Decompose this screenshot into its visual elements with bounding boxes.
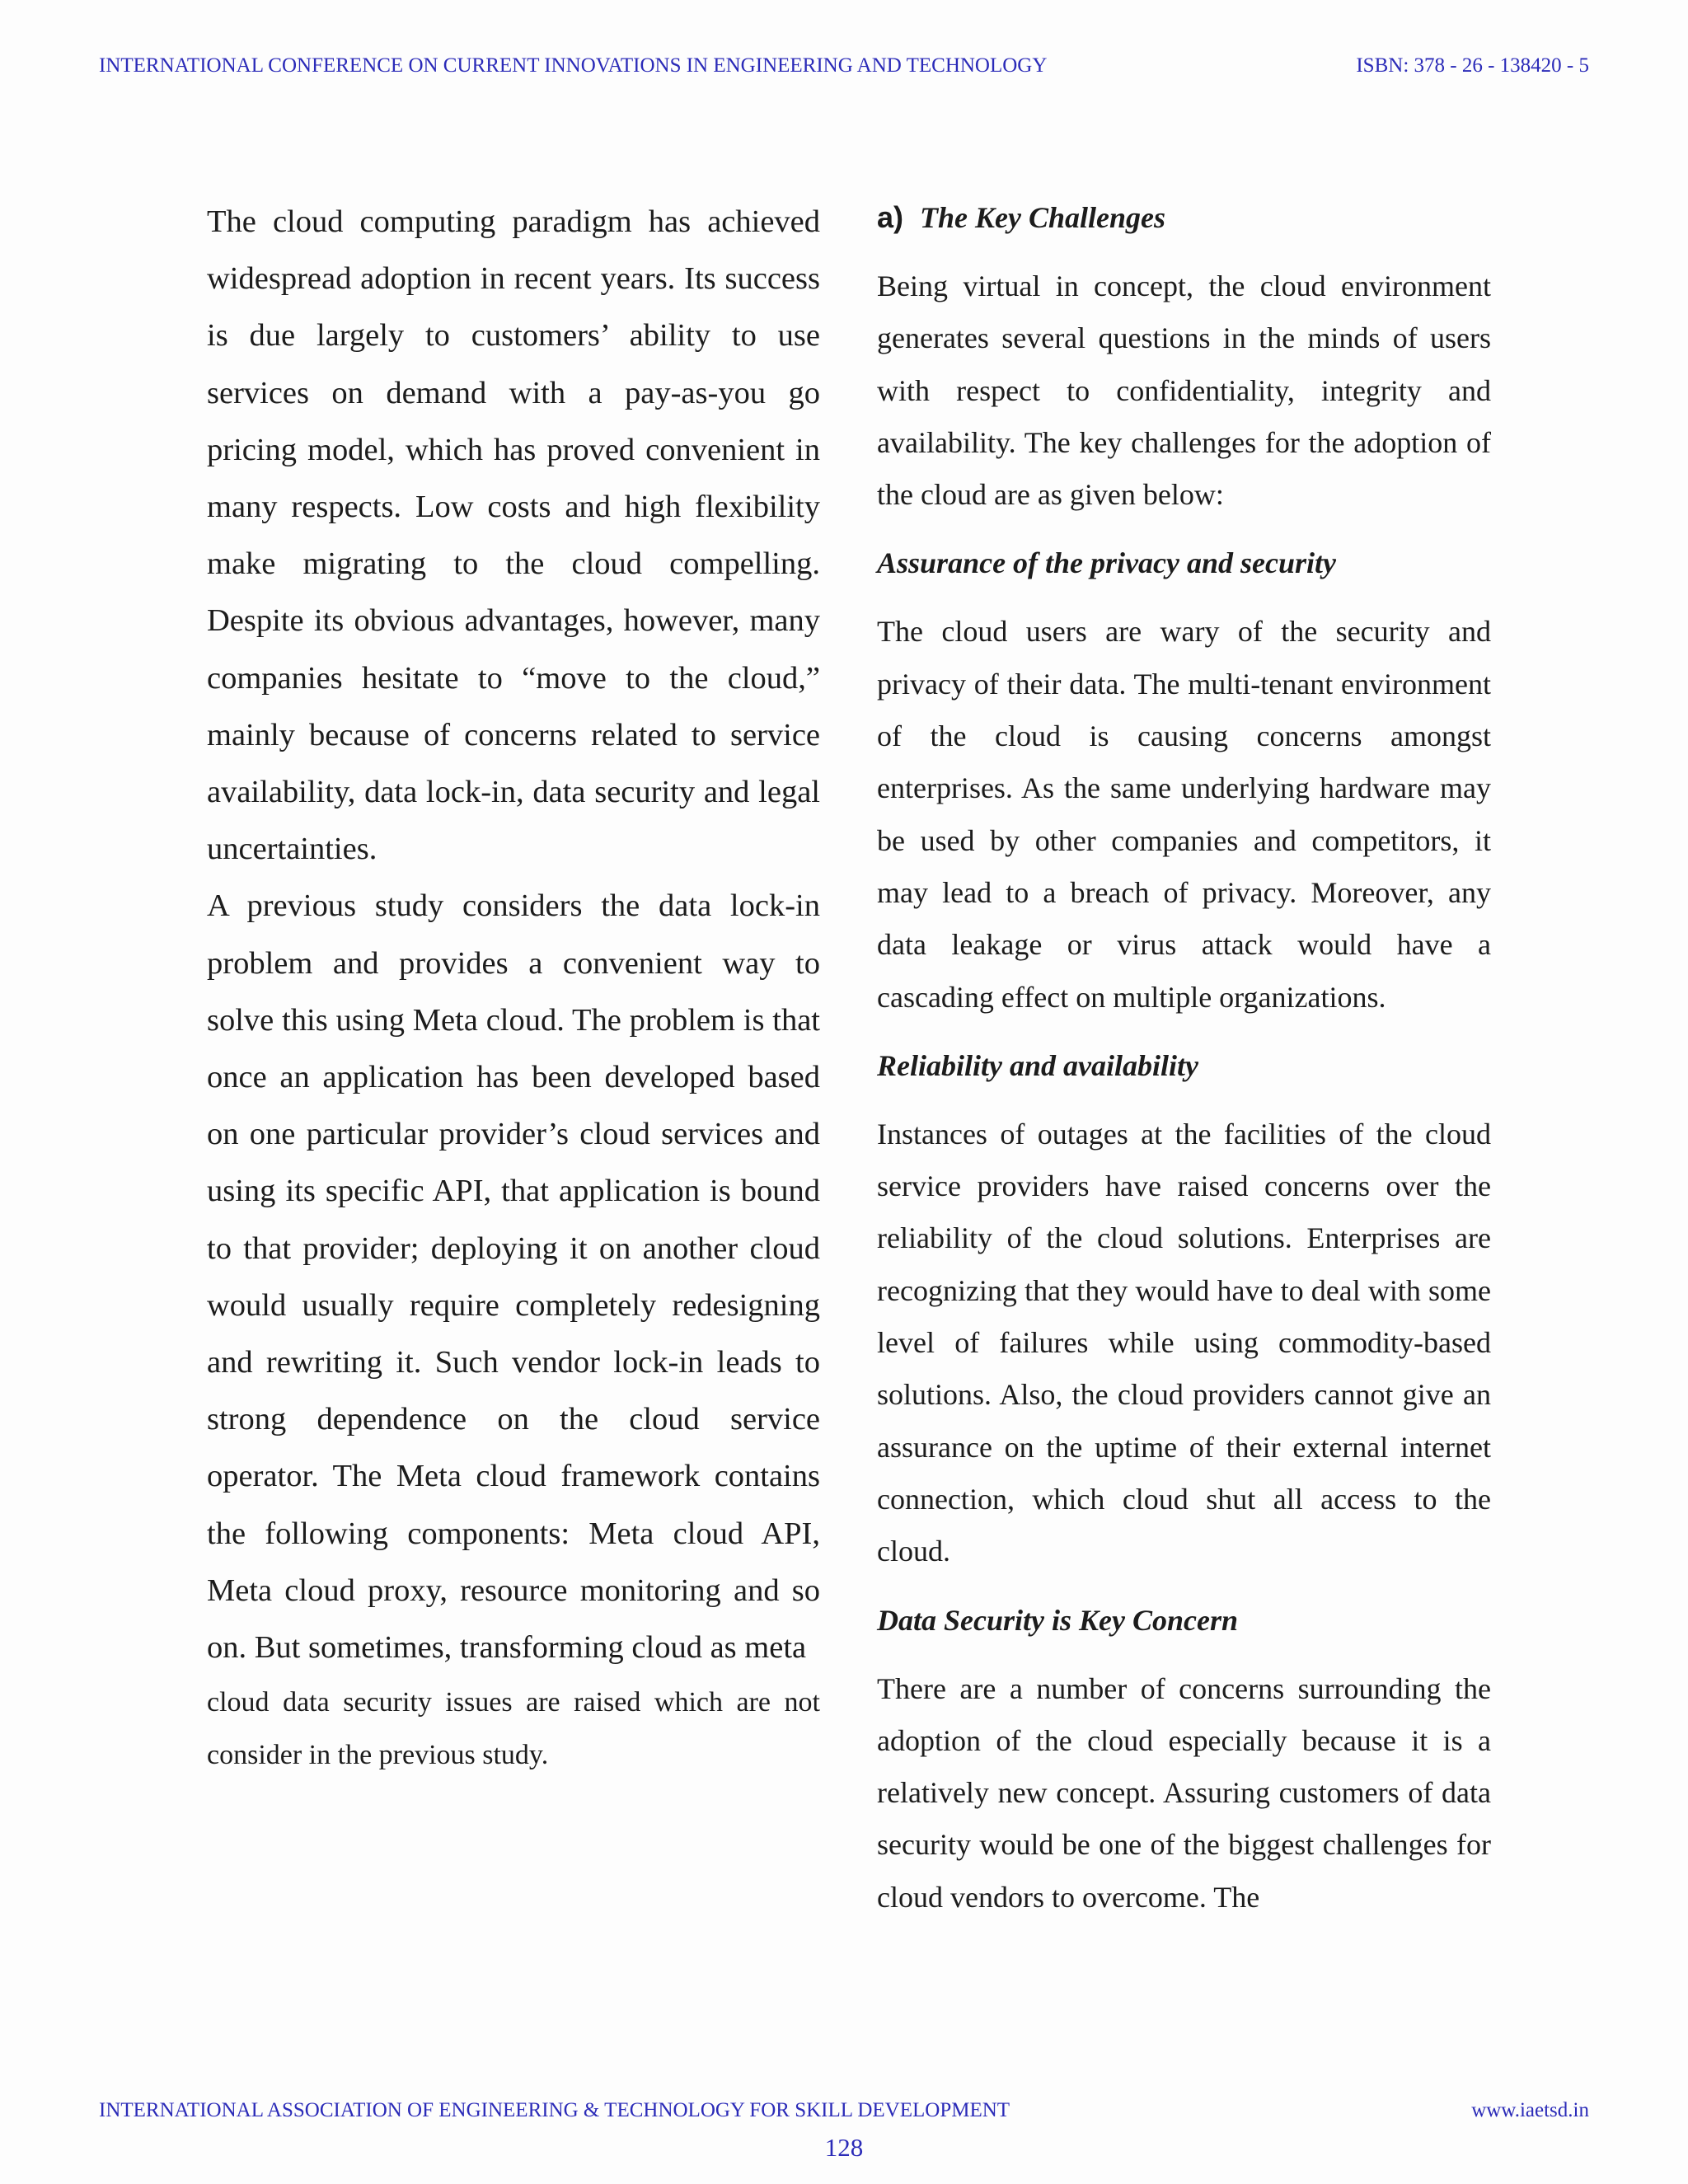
section-heading [877, 191, 1491, 244]
section-label: a) [877, 200, 904, 234]
conference-title: INTERNATIONAL CONFERENCE ON CURRENT INNOVATIONS IN ENGINEERING AND TECHNOLOGY [99, 54, 1048, 77]
subheading-privacy: Assurance of the privacy and security [877, 546, 1336, 580]
left-column [207, 194, 820, 1782]
data-security-paragraph: There are a number of concerns surrounding the adoption of the cloud especially because it is a relatively new concept. Assuring customers of data security would be one of the biggest challenges for cloud vendors to overcome. The [877, 1671, 1491, 1914]
page-number: 128 [824, 2133, 864, 2162]
left-paragraph-2: A previous study considers the data lock-in problem and provides a convenient way to solve this using Meta cloud. The problem is that once an application has been developed based on one particular provider’s cloud services and using its specific API, that application is bound to that provider; deploying it on another cloud would usually require completely redesigning and rewriting it. Such vendor lock-in leads to strong dependence on the cloud service operator. The Meta cloud framework contains the following components: Meta cloud API, Meta cloud proxy, resource monitoring and so on. But sometimes, transforming cloud as meta [207, 888, 820, 1666]
isbn: ISBN: 378 - 26 - 138420 - 5 [1356, 54, 1589, 77]
reliability-paragraph: Instances of outages at the facilities of the cloud service providers have raised concerns over the reliability of the cloud solutions. Enterprises are recognizing that they would have to deal with some level of failures while using commodity-based solutions. Also, the cloud providers cannot give an assurance on the uptime of their external internet connection, which cloud shut all access to the cloud. [877, 1117, 1491, 1568]
subheading-reliability: Reliability and availability [877, 1048, 1198, 1082]
left-paragraph-1: The cloud computing paradigm has achieved widespread adoption in recent years. Its success is due largely to customers’ ability to use services on demand with a pay-as-you go pricing model, which has proved convenient in many respects. Low costs and high flexibility make migrating to the cloud compelling. Despite its obvious advantages, however, many companies hesitate to “move to the cloud,” mainly because of concerns related to service availability, data lock-in, data security and legal uncertainties. [207, 204, 820, 867]
right-column [877, 191, 1491, 1924]
left-paragraph-3: cloud data security issues are raised which are not consider in the previous study. [207, 1687, 820, 1771]
subheading-data-security: Data Security is Key Concern [877, 1603, 1238, 1637]
section-title: The Key Challenges [920, 201, 1165, 234]
privacy-paragraph: The cloud users are wary of the security and privacy of their data. The multi-tenant environment of the cloud is causing concerns amongst enterprises. As the same underlying hardware may be used by other companies and competitors, it may lead to a breach of privacy. Moreover, any data leakage or virus attack would have a cascading effect on multiple organizations. [877, 615, 1491, 1014]
intro-paragraph: Being virtual in concept, the cloud environment generates several questions in the minds of users with respect to confidentiality, integrity and availability. The key challenges for the adoption of the cloud are as given below: [877, 269, 1491, 512]
footer-association: INTERNATIONAL ASSOCIATION OF ENGINEERING & TECHNOLOGY FOR SKILL DEVELOPMENT [99, 2099, 1010, 2121]
footer-website[interactable]: www.iaetsd.in [1471, 2099, 1589, 2121]
